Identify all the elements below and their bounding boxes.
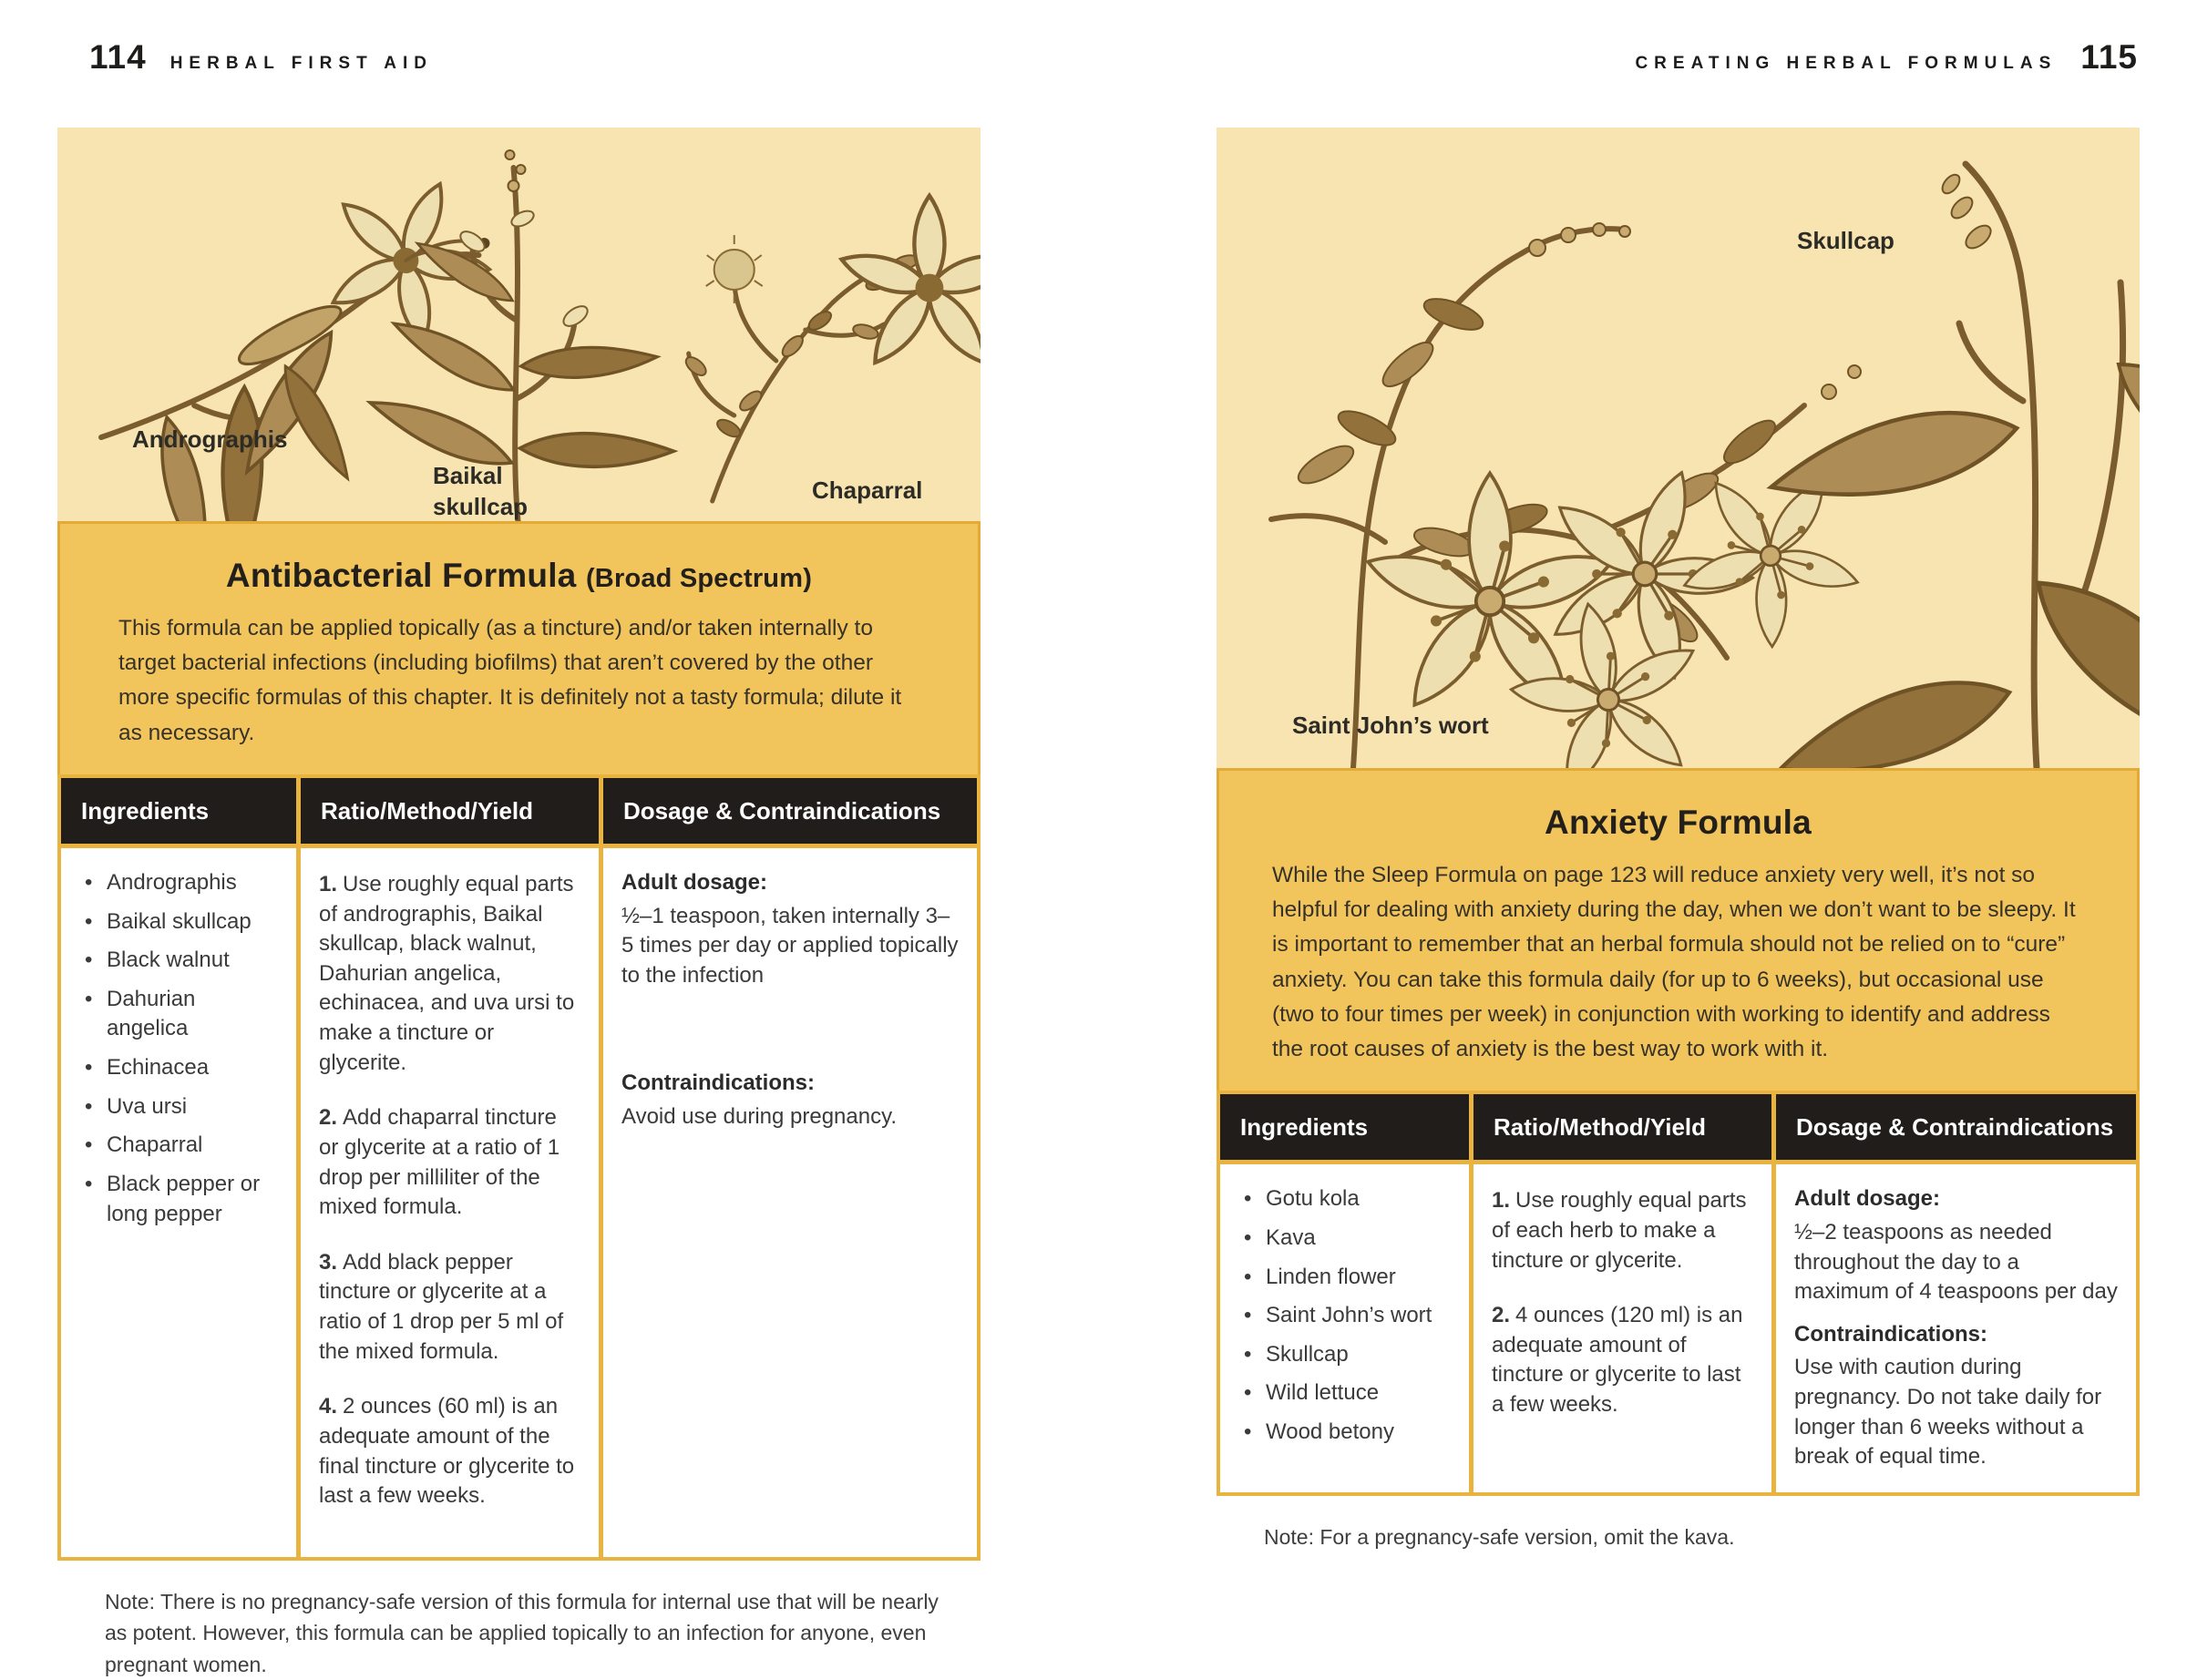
list-item: • Linden flower: [1238, 1263, 1451, 1293]
plant-label-saint-johns-wort: Saint John’s wort: [1292, 712, 1489, 739]
right-page: [1217, 128, 2140, 1552]
formula-table-anxiety: [1217, 1091, 2140, 1496]
step-text: Add chaparral tincture or glycerite at a ratio of 1 drop per milliliter of the mixed formula.: [319, 1105, 560, 1220]
botanical-illustration-antibacterial: [57, 128, 981, 521]
list-item: • Saint John’s wort: [1238, 1301, 1451, 1331]
contraindications-text: Avoid use during pregnancy.: [621, 1104, 897, 1129]
formula-note: Note: There is no pregnancy-safe version of this formula for internal use that will be nearly as potent. However, this formula can be applied topically to an infection for anyone, even pregnant women.: [105, 1589, 939, 1676]
method-step: [1492, 1186, 1753, 1275]
step-number: 1.: [1492, 1188, 1511, 1214]
formula-title-text: Anxiety Formula: [1545, 804, 1812, 841]
botanical-illustration-anxiety: [1217, 128, 2140, 768]
adult-dosage-text: ½–2 teaspoons as needed throughout the day to a maximum of 4 teaspoons per day: [1794, 1219, 2118, 1305]
plant-label-andrographis: Andrographis: [132, 425, 288, 453]
column-header-dosage-contraindications: Dosage & Contraindications: [1776, 1094, 2136, 1160]
list-item: • Black walnut: [79, 946, 278, 976]
formula-intro-text: While the Sleep Formula on page 123 will reduce anxiety very well, it’s not so helpful for dealing with anxiety during the day, when we don’t want to be sleepy. It is important to remember that an herbal formula should not be relied on to “cure” anxiety. You can take this formula daily (for up to 6 weeks), but occasional use (two to four times per week) in conjunction with working to identify and address the root causes of anxiety is the best way to work with it.: [1272, 863, 2076, 1062]
formula-title: [113, 557, 925, 595]
list-item: • Uva ursi: [79, 1092, 278, 1122]
adult-dosage-text: ½–1 teaspoon, taken internally 3–5 times per day or applied topically to the infection: [621, 903, 959, 988]
step-text: Use roughly equal parts of andrographis, Baikal skullcap, black walnut, Dahurian angelica, echinacea, and uva ursi to make a tincture or glycerite.: [319, 871, 575, 1075]
running-head-title: HERBAL FIRST AID: [169, 54, 433, 73]
step-number: 2.: [1492, 1303, 1511, 1328]
ingredients-list: [79, 868, 278, 1229]
formula-title-text: Antibacterial Formula: [225, 557, 577, 594]
step-text: Add black pepper tincture or glycerite at a ratio of 1 drop per 5 ml of the mixed formula.: [319, 1249, 564, 1364]
contraindications-label: Contraindications:: [621, 1070, 816, 1096]
adult-dosage-label: Adult dosage:: [1794, 1186, 1940, 1212]
step-text: 4 ounces (120 ml) is an adequate amount of tincture or glycerite to last a few weeks.: [1492, 1303, 1743, 1418]
formula-intro-anxiety: [1217, 768, 2140, 1091]
list-item: • Dahurian angelica: [79, 985, 278, 1044]
method-cell: [301, 848, 599, 1557]
formula-intro-antibacterial: [57, 521, 981, 774]
left-page: [57, 128, 981, 1680]
list-item: • Kava: [1238, 1224, 1451, 1254]
column-header-ingredients: Ingredients: [1220, 1094, 1469, 1160]
formula-table-antibacterial: [57, 774, 981, 1561]
method-step: [319, 870, 580, 1078]
formula-title: [1272, 804, 2084, 842]
contraindications-label: Contraindications:: [1794, 1321, 1988, 1347]
list-item: • Skullcap: [1238, 1340, 1451, 1370]
step-number: 1.: [319, 871, 338, 896]
column-header-dosage-contraindications: Dosage & Contraindications: [603, 778, 977, 844]
formula-intro-text: This formula can be applied topically (as a tincture) and/or taken internally to target bacterial infections (including biofilms) that aren’t covered by the other more specific formulas of this chapter. It is definitely not a tasty formula; dilute it as necessary.: [118, 616, 902, 745]
plant-label-chaparral: Chaparral: [812, 476, 923, 504]
plant-label-baikal-skullcap: Baikal skullcap: [433, 462, 529, 520]
method-cell: [1473, 1164, 1771, 1492]
step-number: 4.: [319, 1394, 338, 1419]
method-step: [319, 1392, 580, 1511]
formula-note: Note: For a pregnancy-safe version, omit the kava.: [1264, 1524, 1735, 1549]
method-step: [319, 1248, 580, 1368]
ingredients-cell: [1220, 1164, 1469, 1492]
list-item: • Echinacea: [79, 1053, 278, 1083]
dosage-cell: [603, 848, 977, 1557]
step-number: 3.: [319, 1249, 338, 1275]
step-number: 2.: [319, 1105, 338, 1131]
list-item: • Baikal skullcap: [79, 907, 278, 937]
running-head-left: [89, 38, 433, 77]
running-head-right: [1635, 38, 2138, 77]
step-text: Use roughly equal parts of each herb to make a tincture or glycerite.: [1492, 1188, 1747, 1273]
adult-dosage-label: Adult dosage:: [621, 869, 767, 895]
dosage-cell: [1776, 1164, 2136, 1492]
list-item: • Chaparral: [79, 1131, 278, 1161]
method-step: [1492, 1301, 1753, 1420]
plant-label-skullcap: Skullcap: [1797, 227, 1894, 254]
method-step: [319, 1103, 580, 1223]
list-item: • Andrographis: [79, 868, 278, 898]
page-number: 114: [89, 38, 147, 76]
ingredients-cell: [61, 848, 296, 1557]
running-head-title: CREATING HERBAL FORMULAS: [1635, 54, 2058, 73]
formula-title-suffix: (Broad Spectrum): [585, 564, 813, 593]
step-text: 2 ounces (60 ml) is an adequate amount of the final tincture or glycerite to last a few weeks.: [319, 1394, 575, 1509]
list-item: • Wild lettuce: [1238, 1378, 1451, 1409]
ingredients-list: [1238, 1184, 1451, 1447]
page-number: 115: [2080, 38, 2138, 76]
column-header-ingredients: Ingredients: [61, 778, 296, 844]
list-item: • Wood betony: [1238, 1418, 1451, 1448]
anxiety-plants-art: [1217, 128, 2140, 768]
column-header-ratio-method-yield: Ratio/Method/Yield: [1473, 1094, 1771, 1160]
contraindications-text: Use with caution during pregnancy. Do not take daily for longer than 6 weeks without a break of equal time.: [1794, 1355, 2102, 1470]
column-header-ratio-method-yield: Ratio/Method/Yield: [301, 778, 599, 844]
list-item: • Gotu kola: [1238, 1184, 1451, 1214]
list-item: • Black pepper or long pepper: [79, 1170, 278, 1229]
